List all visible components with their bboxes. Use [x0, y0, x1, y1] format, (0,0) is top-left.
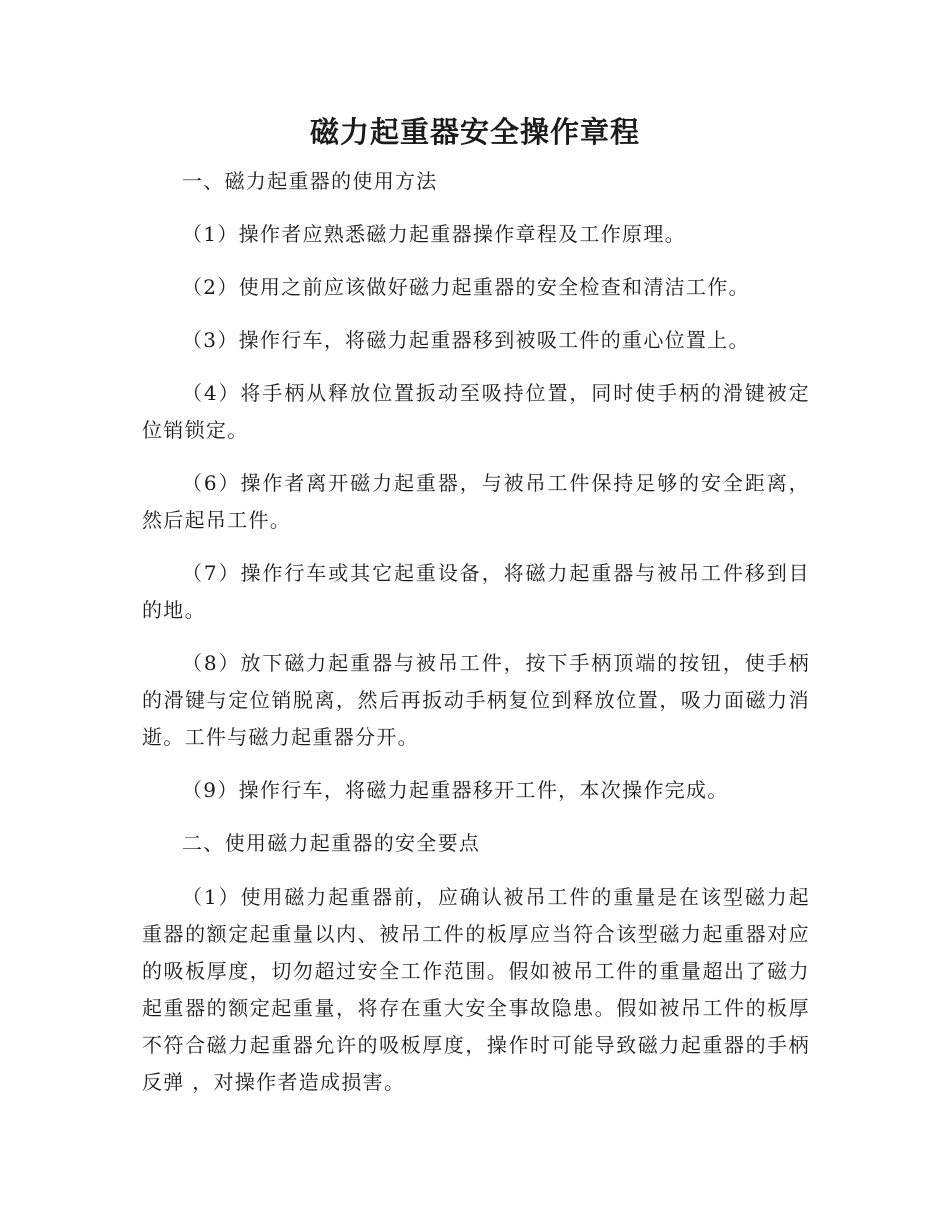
paragraph-step-3: （3）操作行车，将磁力起重器移到被吸工件的重心位置上。 [182, 328, 750, 352]
document-title: 磁力起重器安全操作章程 [309, 115, 640, 149]
section-heading-usage: 一、磁力起重器的使用方法 [182, 169, 438, 193]
section-heading-safety: 二、使用磁力起重器的安全要点 [182, 831, 481, 855]
paragraph-step-9: （9）操作行车，将磁力起重器移开工件，本次操作完成。 [182, 778, 729, 802]
paragraph-step-2: （2）使用之前应该做好磁力起重器的安全检查和清洁工作。 [182, 275, 750, 299]
paragraph-step-4: （4）将手柄从释放位置扳动至吸持位置，同时使手柄的滑键被定位销锁定。 [142, 381, 810, 442]
paragraph-step-7: （7）操作行车或其它起重设备，将磁力起重器与被吊工件移到目的地。 [142, 561, 810, 622]
document-body [142, 163, 810, 1101]
paragraph-step-8: （8）放下磁力起重器与被吊工件，按下手柄顶端的按钮，使手柄的滑键与定位销脱离，然后再扳动手柄复位到释放位置，吸力面磁力消逝。工件与磁力起重器分开。 [142, 651, 810, 749]
paragraph-safety-1: （1）使用磁力起重器前，应确认被吊工件的重量是在该型磁力起重器的额定起重量以内、被吊工件的板厚应当符合该型磁力起重器对应的吸板厚度，切勿超过安全工作范围。假如被吊工件的重量超出了磁力起重器的额定起重量，将存在重大安全事故隐患。假如被吊工件的板厚不符合磁力起重器允许的吸板厚度，操作时可能导致磁力起重器的手柄反弹 ，对操作者造成损害。 [142, 885, 810, 1094]
paragraph-step-1: （1）操作者应熟悉磁力起重器操作章程及工作原理。 [182, 222, 686, 246]
paragraph-step-6: （6）操作者离开磁力起重器，与被吊工件保持足够的安全距离，然后起吊工件。 [142, 471, 810, 532]
